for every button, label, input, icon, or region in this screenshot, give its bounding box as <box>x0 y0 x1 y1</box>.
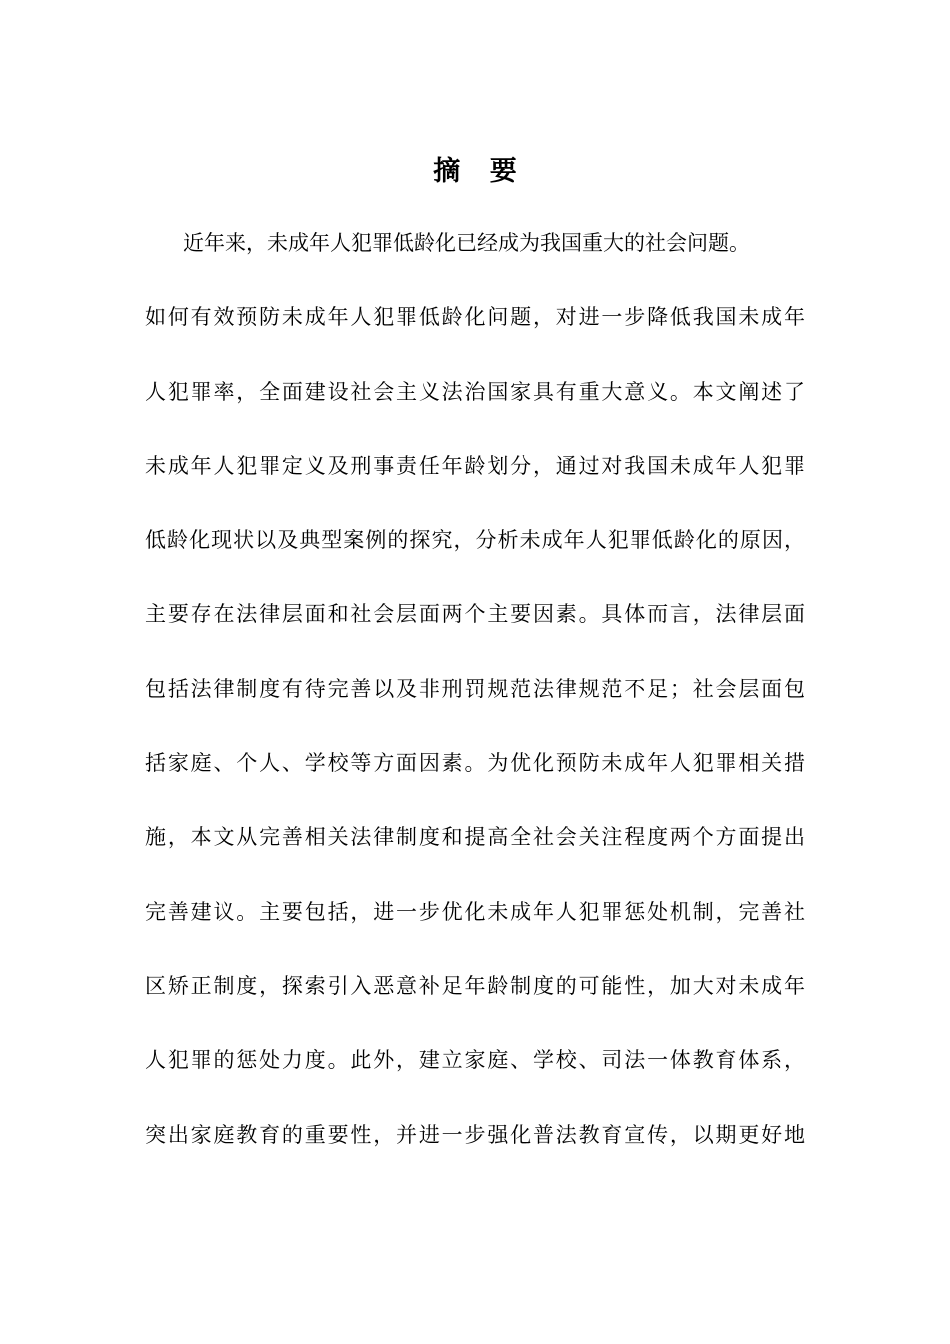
abstract-line: 未成年人犯罪定义及刑事责任年龄划分，通过对我国未成年人犯罪 <box>145 453 805 478</box>
abstract-line: 完善建议。主要包括，进一步优化未成年人犯罪惩处机制，完善社 <box>145 899 805 924</box>
abstract-line: 突出家庭教育的重要性，并进一步强化普法教育宣传，以期更好地 <box>145 1122 805 1147</box>
abstract-line: 低龄化现状以及典型案例的探究，分析未成年人犯罪低龄化的原因， <box>145 528 805 553</box>
abstract-title: 摘 要 <box>433 156 527 187</box>
abstract-line: 近年来，未成年人犯罪低龄化已经成为我国重大的社会问题。 <box>183 231 750 255</box>
abstract-body <box>145 223 805 1189</box>
abstract-line: 如何有效预防未成年人犯罪低龄化问题，对进一步降低我国未成年 <box>145 305 805 330</box>
abstract-line: 区矫正制度，探索引入恶意补足年龄制度的可能性，加大对未成年 <box>145 973 805 998</box>
abstract-line: 主要存在法律层面和社会层面两个主要因素。具体而言，法律层面 <box>145 602 805 627</box>
abstract-line: 施，本文从完善相关法律制度和提高全社会关注程度两个方面提出 <box>145 825 805 850</box>
abstract-line: 人犯罪的惩处力度。此外，建立家庭、学校、司法一体教育体系， <box>145 1048 805 1073</box>
abstract-line: 括家庭、个人、学校等方面因素。为优化预防未成年人犯罪相关措 <box>145 751 805 776</box>
abstract-line: 人犯罪率，全面建设社会主义法治国家具有重大意义。本文阐述了 <box>145 379 805 404</box>
abstract-line: 包括法律制度有待完善以及非刑罚规范法律规范不足；社会层面包 <box>145 676 805 701</box>
